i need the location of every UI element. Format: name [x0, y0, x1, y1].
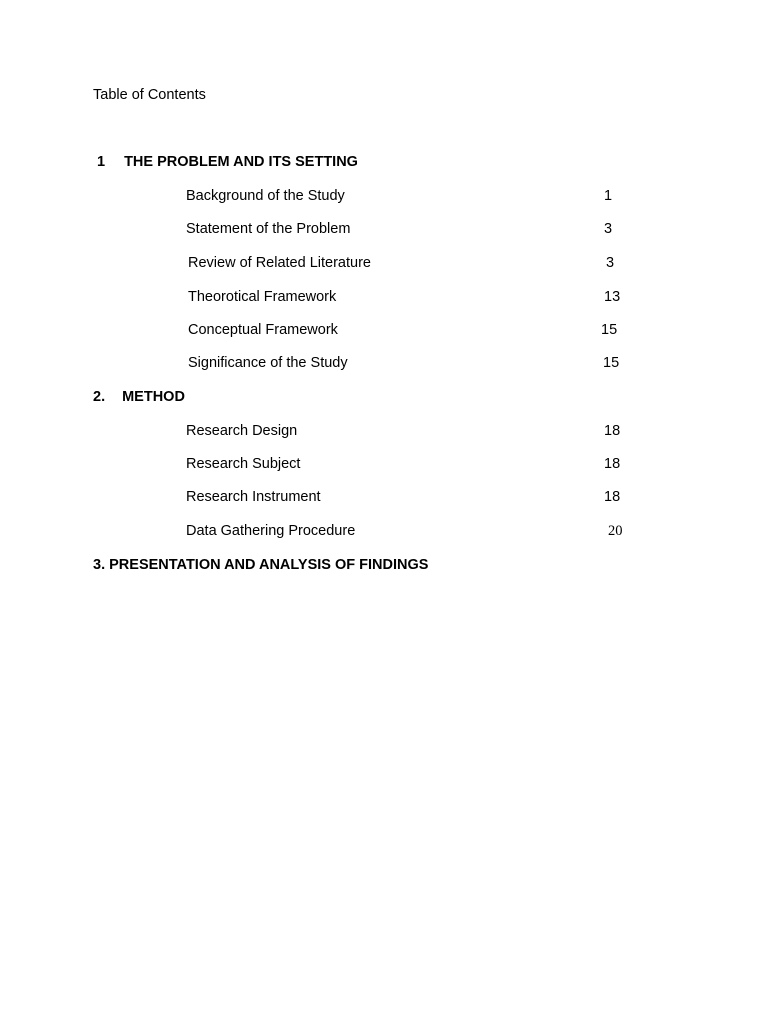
toc-entry-page: 18 [604, 456, 621, 472]
section-title: . PRESENTATION AND ANALYSIS OF FINDINGS [101, 557, 429, 573]
toc-entry-label: Theorotical Framework [188, 289, 337, 305]
toc-entry-page: 3 [606, 255, 615, 271]
section-heading-3 [93, 557, 428, 573]
toc-entry-label: Significance of the Study [188, 355, 348, 371]
section-title: THE PROBLEM AND ITS SETTING [124, 154, 358, 170]
toc-entry-label: Research Subject [186, 456, 301, 472]
section-number: 3 [93, 557, 102, 573]
toc-entry-label: Background of the Study [186, 188, 345, 204]
toc-title: Table of Contents [93, 87, 206, 103]
section-heading-2 [93, 389, 185, 405]
section-number: 2. [93, 389, 106, 405]
toc-entry-page: 1 [604, 188, 613, 204]
toc-entry-label: Data Gathering Procedure [186, 523, 356, 539]
toc-entry-page: 15 [603, 355, 620, 371]
toc-entry-label: Research Design [186, 423, 298, 439]
toc-entry-label: Research Instrument [186, 489, 321, 505]
toc-entry-page: 18 [604, 489, 621, 505]
section-number: 1 [97, 154, 106, 170]
toc-entry-label: Statement of the Problem [186, 221, 351, 237]
toc-entry-label: Review of Related Literature [188, 255, 371, 271]
section-title: METHOD [122, 389, 185, 405]
section-heading-1 [97, 154, 358, 170]
toc-entry-page: 18 [604, 423, 621, 439]
toc-entry-label: Conceptual Framework [188, 322, 338, 338]
toc-entry-page: 13 [604, 289, 621, 305]
toc-entry-page: 20 [608, 523, 623, 539]
toc-entry-page: 3 [604, 221, 613, 237]
toc-entry-page: 15 [601, 322, 618, 338]
